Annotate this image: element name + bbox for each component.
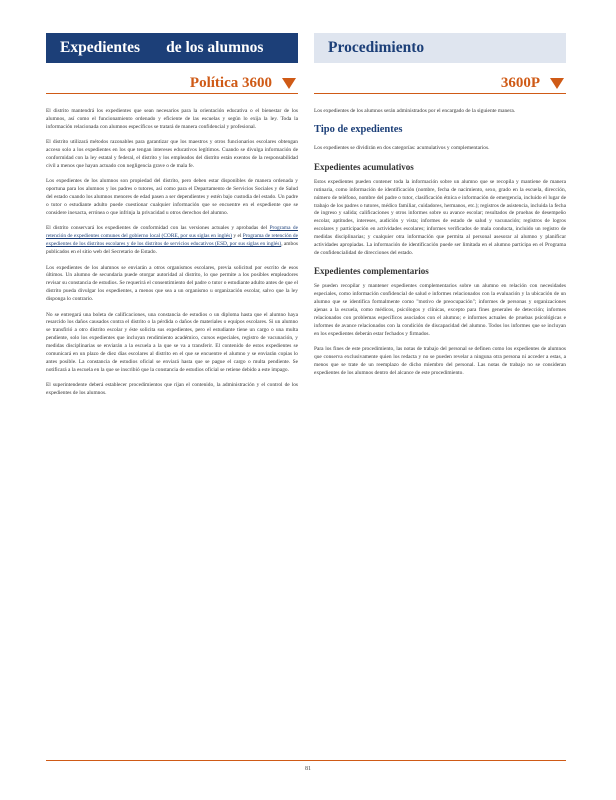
policy-paragraph: No se entregará una boleta de calificaciones, una constancia de estudios o un diploma hasta que el alumno haya resarcido los daños causados contra el distrito o la pérdida o daños de materiales o equipos escolares. Si un alumno se transfirió a otro distrito escolar y éste solicita sus expedientes, pero el estudiante tiene un cargo o una multa pendiente, solo los expedientes que incluyan rendimiento académico, cursos especiales, registro de vacunación, y medidas disciplinarias se enviarán a la escuela a la que se va a transferir. El contenido de estos expedientes se comunicará en un plazo de diez días escolares al distrito en el que se encuentre el alumno y se enviarán copias lo antes posible. La constancia de estudios oficial se enviará hasta que se pague el cargo o multa pendiente. Se notificará a la escuela en la que se inscribió que la constancia de estudios oficial se retiene debido a este impago. — [46, 311, 298, 373]
policy-paragraph: El distrito mantendrá los expedientes que sean necesarios para la orientación educativa o el bienestar de los alumnos, así como el funcionamiento ordenado y eficiente de las escuelas y según lo exija la ley. Toda la información relacionada con alumnos específicos se tratará de manera confidencial y profesional. — [46, 108, 298, 130]
procedure-paragraph: Los expedientes de los alumnos serán administrados por el encargado de la siguiente manera. — [314, 108, 516, 114]
policy-paragraph: Los expedientes de los alumnos son propiedad del distrito, pero deben estar disponibles de manera ordenada y oportuna para los alumnos y los padres o tutores, así como para el Departamento de Servicios Sociales y de Salud del estado cuando los alumnos menores de edad pasen a ser dependientes y estén bajo custodia del estado. Un padre o tutor o estudiante adulto puede cuestionar cualquier información que se encuentre en el expediente que se considere inexacta, errónea o que infrinja la privacidad u otros derechos del alumno. — [46, 178, 298, 216]
procedure-paragraph: Estos expedientes pueden contener toda la información sobre un alumno que se recopila y mantiene de manera rutinaria, como información de identificación (nombre, fecha de nacimiento, sexo, grado en la escuela, dirección, número de teléfono, nombre del padre o tutor, clasificación étnica e información de emergencia, incluido el lugar de trabajo de los padres o tutores, médico familiar, cuidadores, hermanos, etc.); registros de asistencia, incluida la fecha de ingreso y salida; calificaciones y otros informes sobre su avance escolar; resultados de pruebas de desempeño escolar, aptitudes, intereses, audición y vista; informes de estado de salud y vacunación; registros de logros escolares y participación en actividades escolares; informes verificados de mala conducta, incluido un registro de medidas disciplinarias; y cualquier otra información que permita al personal asesorar al alumno y planificar actividades apropiadas. La información de identificación puede ser limitada en el alumno participa en el Programa de confidencialidad de direcciones del estado. — [314, 178, 566, 256]
policy-paragraph: El superintendente deberá establecer procedimientos que rijan el contenido, la administración y el control de los expedientes de los alumnos. — [46, 382, 298, 397]
policy-subheader — [46, 73, 298, 94]
footer-divider — [46, 760, 566, 761]
policy-paragraph: Los expedientes de los alumnos se enviarán a otros organismos escolares, previa solicitud por escrito de esos últimos. Un alumno de secundaria puede otorgar autoridad al distrito, lo que permite a los posibles empleadores revisar su constancia de estudios. Se requerirá el consentimiento del padre o tutor o estudiante adulto antes de que el distrito pueda divulgar los expedientes, a menos que sea a un organismo u organización escolar, salvo que la ley disponga lo contrario. — [46, 264, 298, 303]
retention-text-after: , ambos publicados en el sitio web del Secretario de Estado. — [46, 241, 298, 256]
retention-text-mid: y el — [232, 233, 243, 240]
procedure-column — [314, 108, 566, 385]
core-schedule-link[interactable]: Programa de retención de expedientes comunes del gobierno local (CORE, por sus siglas en inglés) — [46, 225, 298, 240]
section-heading-cumulative: Expedientes acumulativos — [314, 161, 414, 172]
procedure-number: 3600P — [500, 74, 540, 91]
page-number: 81 — [305, 766, 311, 772]
policy-paragraph: El distrito utilizará métodos razonables para garantizar que los maestros y otros funcionarios escolares obtengan acceso solo a los expedientes en los que tengan intereses educativos legítimos. Cuando se divulga información de conformidad con la ley estatal y federal, el distrito y los empleados del distrito están exentos de la responsabilidad civil a menos que hayan actuado con negligencia grave o de mala fe. — [46, 139, 298, 169]
procedure-paragraph: Los expedientes se dividirán en dos categorías: acumulativos y complementarios. — [314, 145, 490, 152]
right-header-bar — [314, 33, 566, 63]
left-header-title-1: Expedientes — [60, 39, 141, 56]
policy-column — [46, 108, 298, 406]
section-heading-supplementary: Expedientes complementarios — [314, 266, 429, 277]
policy-number: Política 3600 — [189, 74, 272, 91]
section-heading-record-types: Tipo de expedientes — [314, 124, 403, 136]
policy-paragraph-retention — [46, 225, 298, 257]
esd-schedule-link[interactable]: Programa de retención de expedientes de los distritos escolares y de los distritos de servicios educativos (ESD, por sus siglas en inglés) — [46, 233, 298, 248]
right-header-title: Procedimiento — [328, 39, 425, 56]
procedure-paragraph: Para los fines de este procedimiento, las notas de trabajo del personal se definen como los expedientes de alumnos que conserva exclusivamente quien los redacta y no se pueden revelar a ninguna otra persona ni acceder a estas, a menos que se trate de un reemplazo de dicho miembro del personal. Las notas de trabajo no se consideran expedientes de los alumnos dentro del alcance de este procedimiento. — [314, 346, 566, 376]
procedure-paragraph: Se pueden recopilar y mantener expedientes complementarios sobre un alumno en relación con necesidades especiales, como información confidencial de salud e informes relacionados con la evaluación y la ubicación de un alumno que se identifica formalmente como "motivo de preocupación"; informes de personas y organizaciones ajenas a la escuela, como médicos, psicólogos y clínicas, excepto para fines generales de detección; informes relacionados con problemas específicos asociados con el alumno; e informes actuales de pruebas psicológicas e informes de avance relacionados con la condición de discapacidad del alumno. Todos los informes que se incluyan en los expedientes deberán estar fechados y firmados. — [314, 283, 566, 337]
retention-text-before: El distrito conservará los expedientes de conformidad con las versiones actuales y aprobadas del — [46, 225, 270, 232]
left-header-bar — [46, 33, 298, 63]
procedure-subheader — [314, 73, 566, 94]
triangle-down-icon — [550, 78, 564, 89]
triangle-down-icon — [282, 78, 296, 89]
left-header-title-2: de los alumnos — [166, 39, 264, 56]
